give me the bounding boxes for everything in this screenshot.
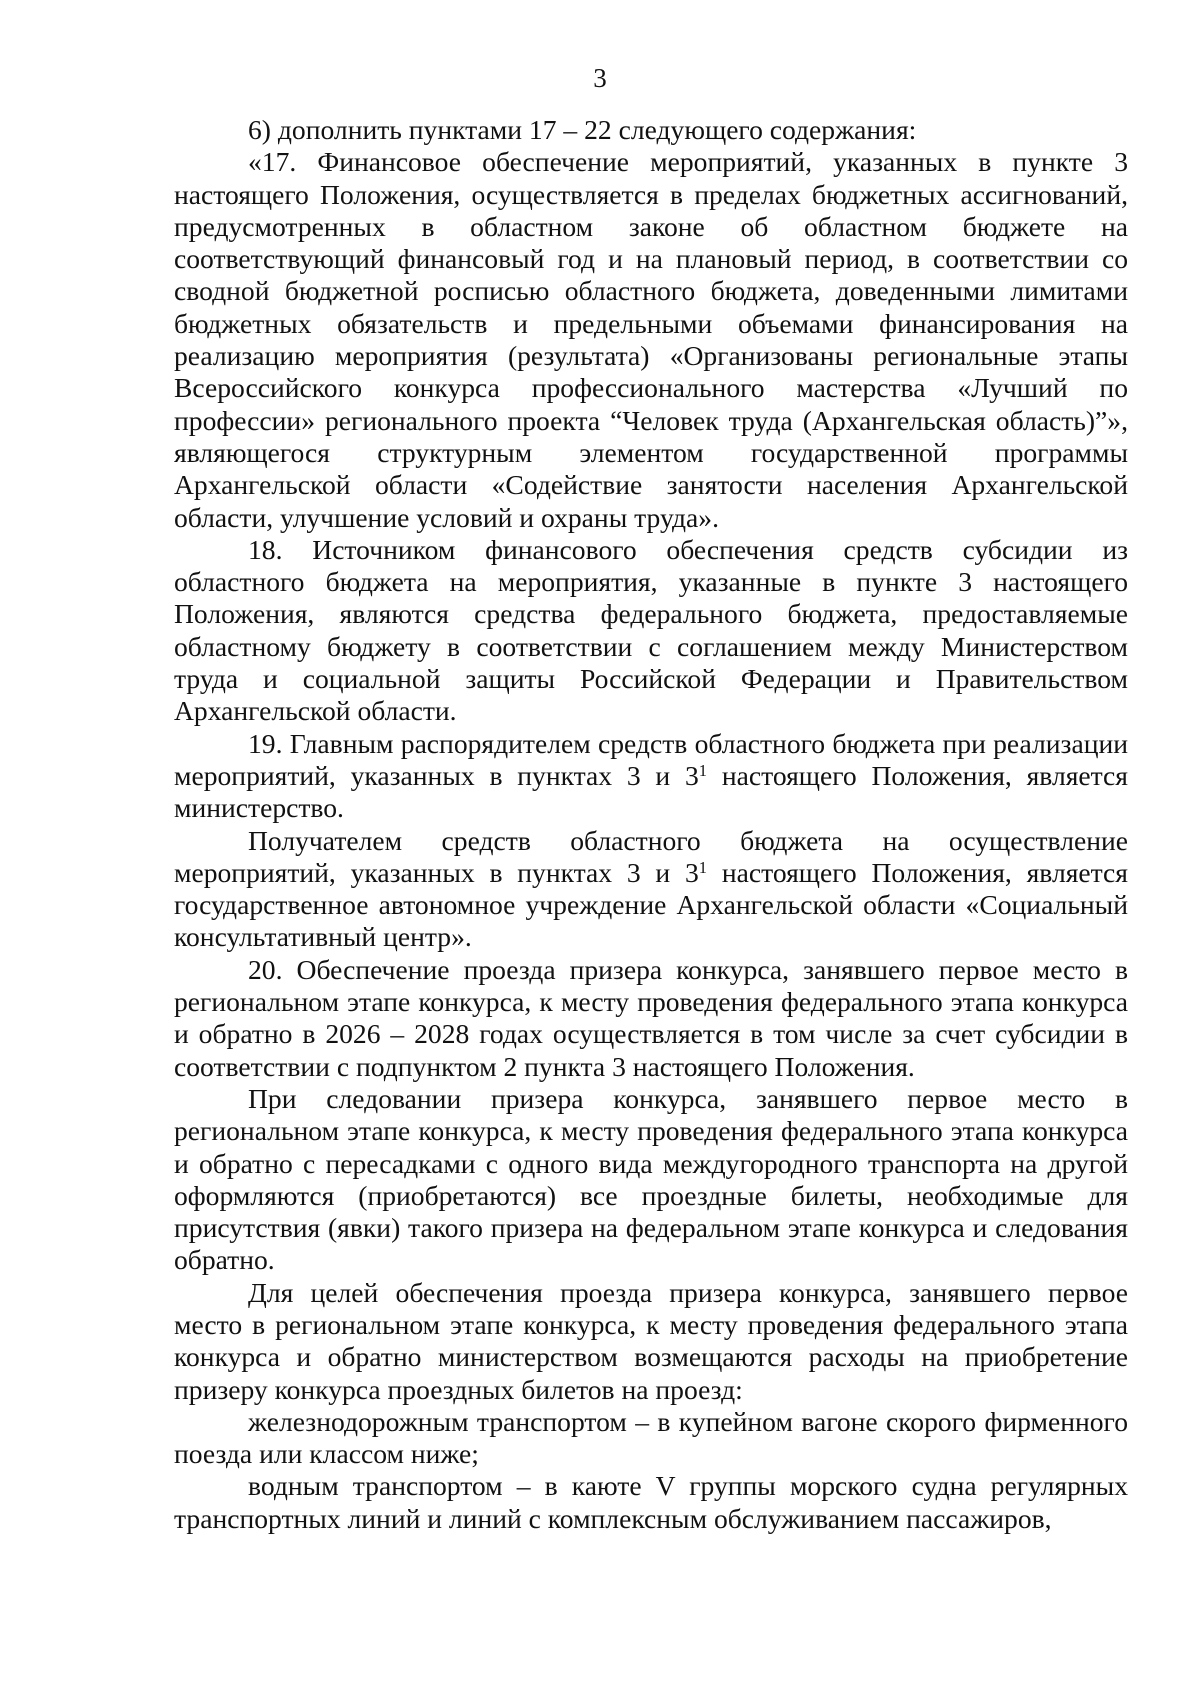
paragraph-item-6: 6) дополнить пунктами 17 – 22 следующего содержания:: [248, 114, 917, 145]
paragraph-reimbursement: Для целей обеспечения проезда призера конкурса, занявшего первое место в региональном этапе конкурса, к месту проведения федерального этапа конкурса и обратно министерством возмещаются расходы на приобретение призеру конкурса проездных билетов на проезд:: [174, 1276, 1128, 1405]
paragraph-water: водным транспортом – в каюте V группы морского судна регулярных транспортных линий и линий с комплексным обслуживанием пассажиров,: [174, 1470, 1128, 1534]
paragraph-recipient: [174, 825, 1128, 954]
page-number: 3: [593, 63, 607, 93]
superscript: 1: [698, 760, 708, 780]
paragraph-railway: железнодорожным транспортом – в купейном вагоне скорого фирменного поезда или классом ниже;: [174, 1405, 1128, 1470]
paragraph-text: настоящего Положения, является государственное автономное учреждение Архангельской области «Социальный консультативный центр».: [174, 856, 1128, 953]
paragraph-item-20: 20. Обеспечение проезда призера конкурса, занявшего первое место в региональном этапе конкурса, к месту проведения федерального этапа конкурса и обратно в 2026 – 2028 годах осуществляется в том числе за счет субсидии в соответствии с подпунктом 2 пункта 3 настоящего Положения.: [174, 953, 1128, 1082]
paragraph-transfers: При следовании призера конкурса, занявшего первое место в региональном этапе конкурса, к месту проведения федерального этапа конкурса и обратно с пересадками с одного вида междугородного транспорта на другой оформляются (приобретаются) все проездные билеты, необходимые для присутствия (явки) такого призера на федеральном этапе конкурса и следования обратно.: [174, 1082, 1128, 1276]
paragraph-text: настоящего Положения, является министерство.: [174, 759, 1128, 824]
superscript: 1: [698, 857, 708, 877]
document-body: [174, 114, 1128, 1535]
paragraph-text: Получателем средств областного бюджета на осуществление мероприятий, указанных в пунктах 3 и 3: [174, 824, 1128, 888]
paragraph-item-17: «17. Финансовое обеспечение мероприятий, указанных в пункте 3 настоящего Положения, осуществляется в пределах бюджетных ассигнований, предусмотренных в областном законе об областном бюджете на соответствующий финансовый год и на плановый период, в соответствии со сводной бюджетной росписью областного бюджета, доведенными лимитами бюджетных обязательств и предельными объемами финансирования на реализацию мероприятия (результата) «Организованы региональные этапы Всероссийского конкурса профессионального мастерства «Лучший по профессии» регионального проекта “Человек труда (Архангельская область)”», являющегося структурным элементом государственной программы Архангельской области «Содействие занятости населения Архангельской области, улучшение условий и охраны труда».: [174, 146, 1128, 533]
paragraph-item-18: 18. Источником финансового обеспечения средств субсидии из областного бюджета на мероприятия, указанные в пункте 3 настоящего Положения, являются средства федерального бюджета, предоставляемые областному бюджету в соответствии с соглашением между Министерством труда и социальной защиты Российской Федерации и Правительством Архангельской области.: [174, 533, 1128, 727]
paragraph-item-19: [174, 728, 1128, 825]
paragraph-text: 19. Главным распорядителем средств областного бюджета при реализации мероприятий, указанных в пунктах 3 и 3: [174, 727, 1128, 791]
